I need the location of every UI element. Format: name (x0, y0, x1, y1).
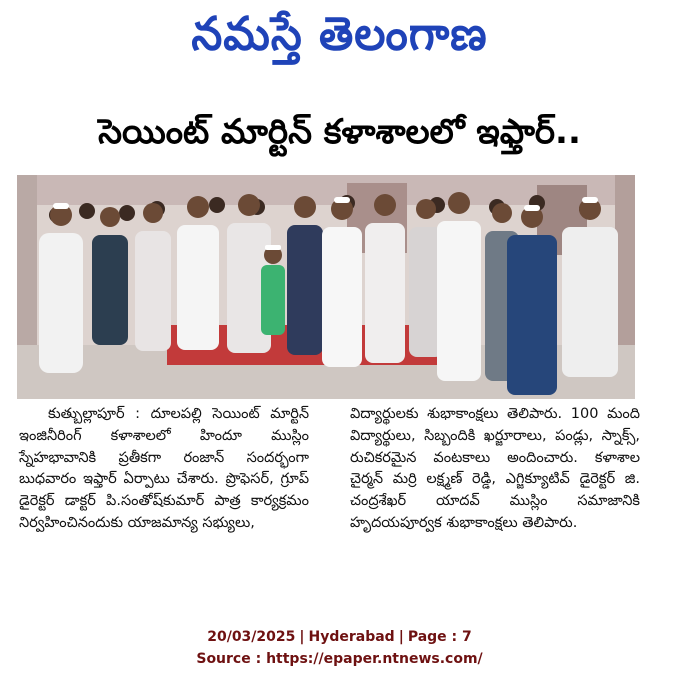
masthead (0, 2, 679, 78)
article-text-left: కుత్బుల్లాపూర్ : దూలపల్లి సెయింట్ మార్టిన్ ఇంజినీరింగ్ కళాశాలలో హిందూ ముస్లిం స్నేహభావానికి ప్రతీకగా రంజాన్ సందర్భంగా బుధవారం ఇఫ్తార్ ఏర్పాటు చేశారు. ప్రొఫెసర్, గ్రూప్ డైరెక్టర్ డాక్టర్ పి.సంతోష్‌కుమార్ పాత్ర కార్యక్రమం నిర్వహించినందుకు యాజమాన్య సభ్యులు, (19, 406, 309, 531)
group-photo (17, 175, 635, 399)
footer-source-link[interactable]: https://epaper.ntnews.com/ (266, 651, 483, 667)
footer-source-label: Source : (196, 651, 267, 667)
footer-meta: 20/03/2025 | Hyderabad | Page : 7 (207, 629, 472, 645)
article-column-right (350, 404, 640, 535)
article-headline: సెయింట్ మార్టిన్ కళాశాలలో ఇఫ్తార్.. (98, 112, 581, 152)
footer-source (0, 648, 679, 670)
article-column-left (19, 404, 309, 535)
footer-page: Page : 7 (407, 629, 472, 645)
footer (0, 626, 679, 670)
newspaper-logo: నమస్తే తెలంగాణ (191, 7, 488, 61)
footer-city: Hyderabad (308, 629, 395, 645)
footer-date: 20/03/2025 (207, 629, 296, 645)
article-text-right: విద్యార్థులకు శుభాకాంక్షలు తెలిపారు. 100 మంది విద్యార్థులు, సిబ్బందికి ఖర్జూరాలు, పండ్లు, స్నాక్స్, రుచికరమైన వంటకాలు అందించారు. కళాశాల చైర్మన్ మర్రి లక్ష్మణ్ రెడ్డి, ఎగ్జిక్యూటివ్ డైరెక్టర్ జి. చంద్రశేఖర్ యాదవ్ ముస్లిం సమాజానికి హృదయపూర్వక శుభాకాంక్షలు తెలిపారు. (350, 406, 640, 531)
